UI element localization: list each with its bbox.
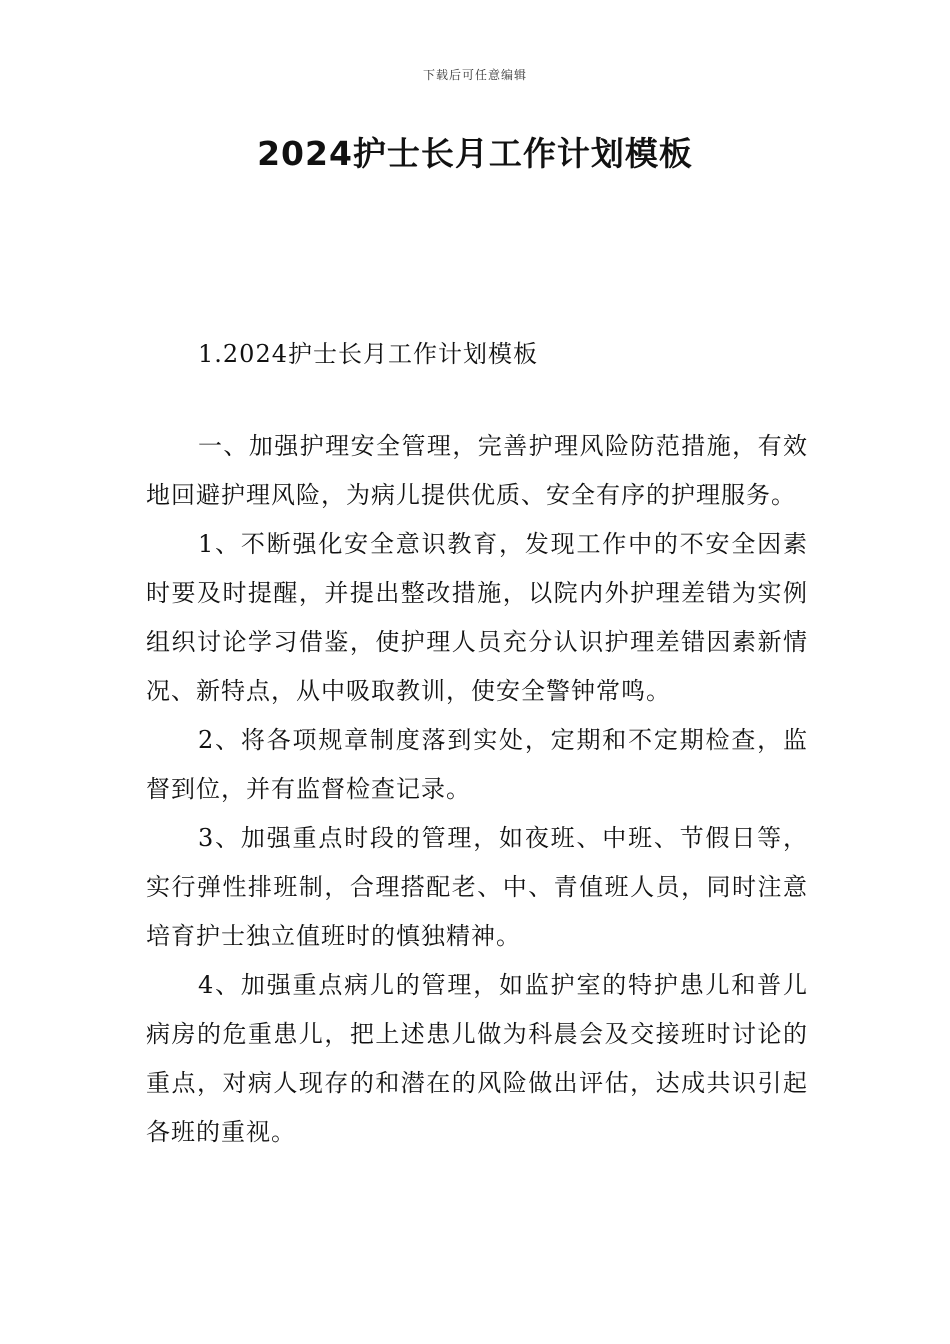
paragraph-5: 4、加强重点病儿的管理，如监护室的特护患儿和普儿病房的危重患儿，把上述患儿做为科晨会及交接班时讨论的重点，对病人现存的和潜在的风险做出评估，达成共识引起各班的重视。 (146, 971, 808, 1146)
paragraph-4: 3、加强重点时段的管理，如夜班、中班、节假日等，实行弹性排班制，合理搭配老、中、青值班人员，同时注意培育护士独立值班时的慎独精神。 (146, 824, 808, 950)
paragraph-1: 一、加强护理安全管理，完善护理风险防范措施，有效地回避护理风险，为病儿提供优质、安全有序的护理服务。 (146, 432, 808, 509)
section-heading: 1.2024护士长月工作计划模板 (198, 340, 538, 368)
paragraph-3: 2、将各项规章制度落到实处，定期和不定期检查，监督到位，并有监督检查记录。 (146, 726, 808, 803)
document-body (146, 330, 808, 1157)
paragraph-2: 1、不断强化安全意识教育，发现工作中的不安全因素时要及时提醒，并提出整改措施，以院内外护理差错为实例组织讨论学习借鉴，使护理人员充分认识护理差错因素新情况、新特点，从中吸取教训，使安全警钟常鸣。 (146, 530, 808, 705)
header-note: 下载后可任意编辑 (422, 68, 527, 82)
document-title: 2024护士长月工作计划模板 (257, 134, 693, 173)
